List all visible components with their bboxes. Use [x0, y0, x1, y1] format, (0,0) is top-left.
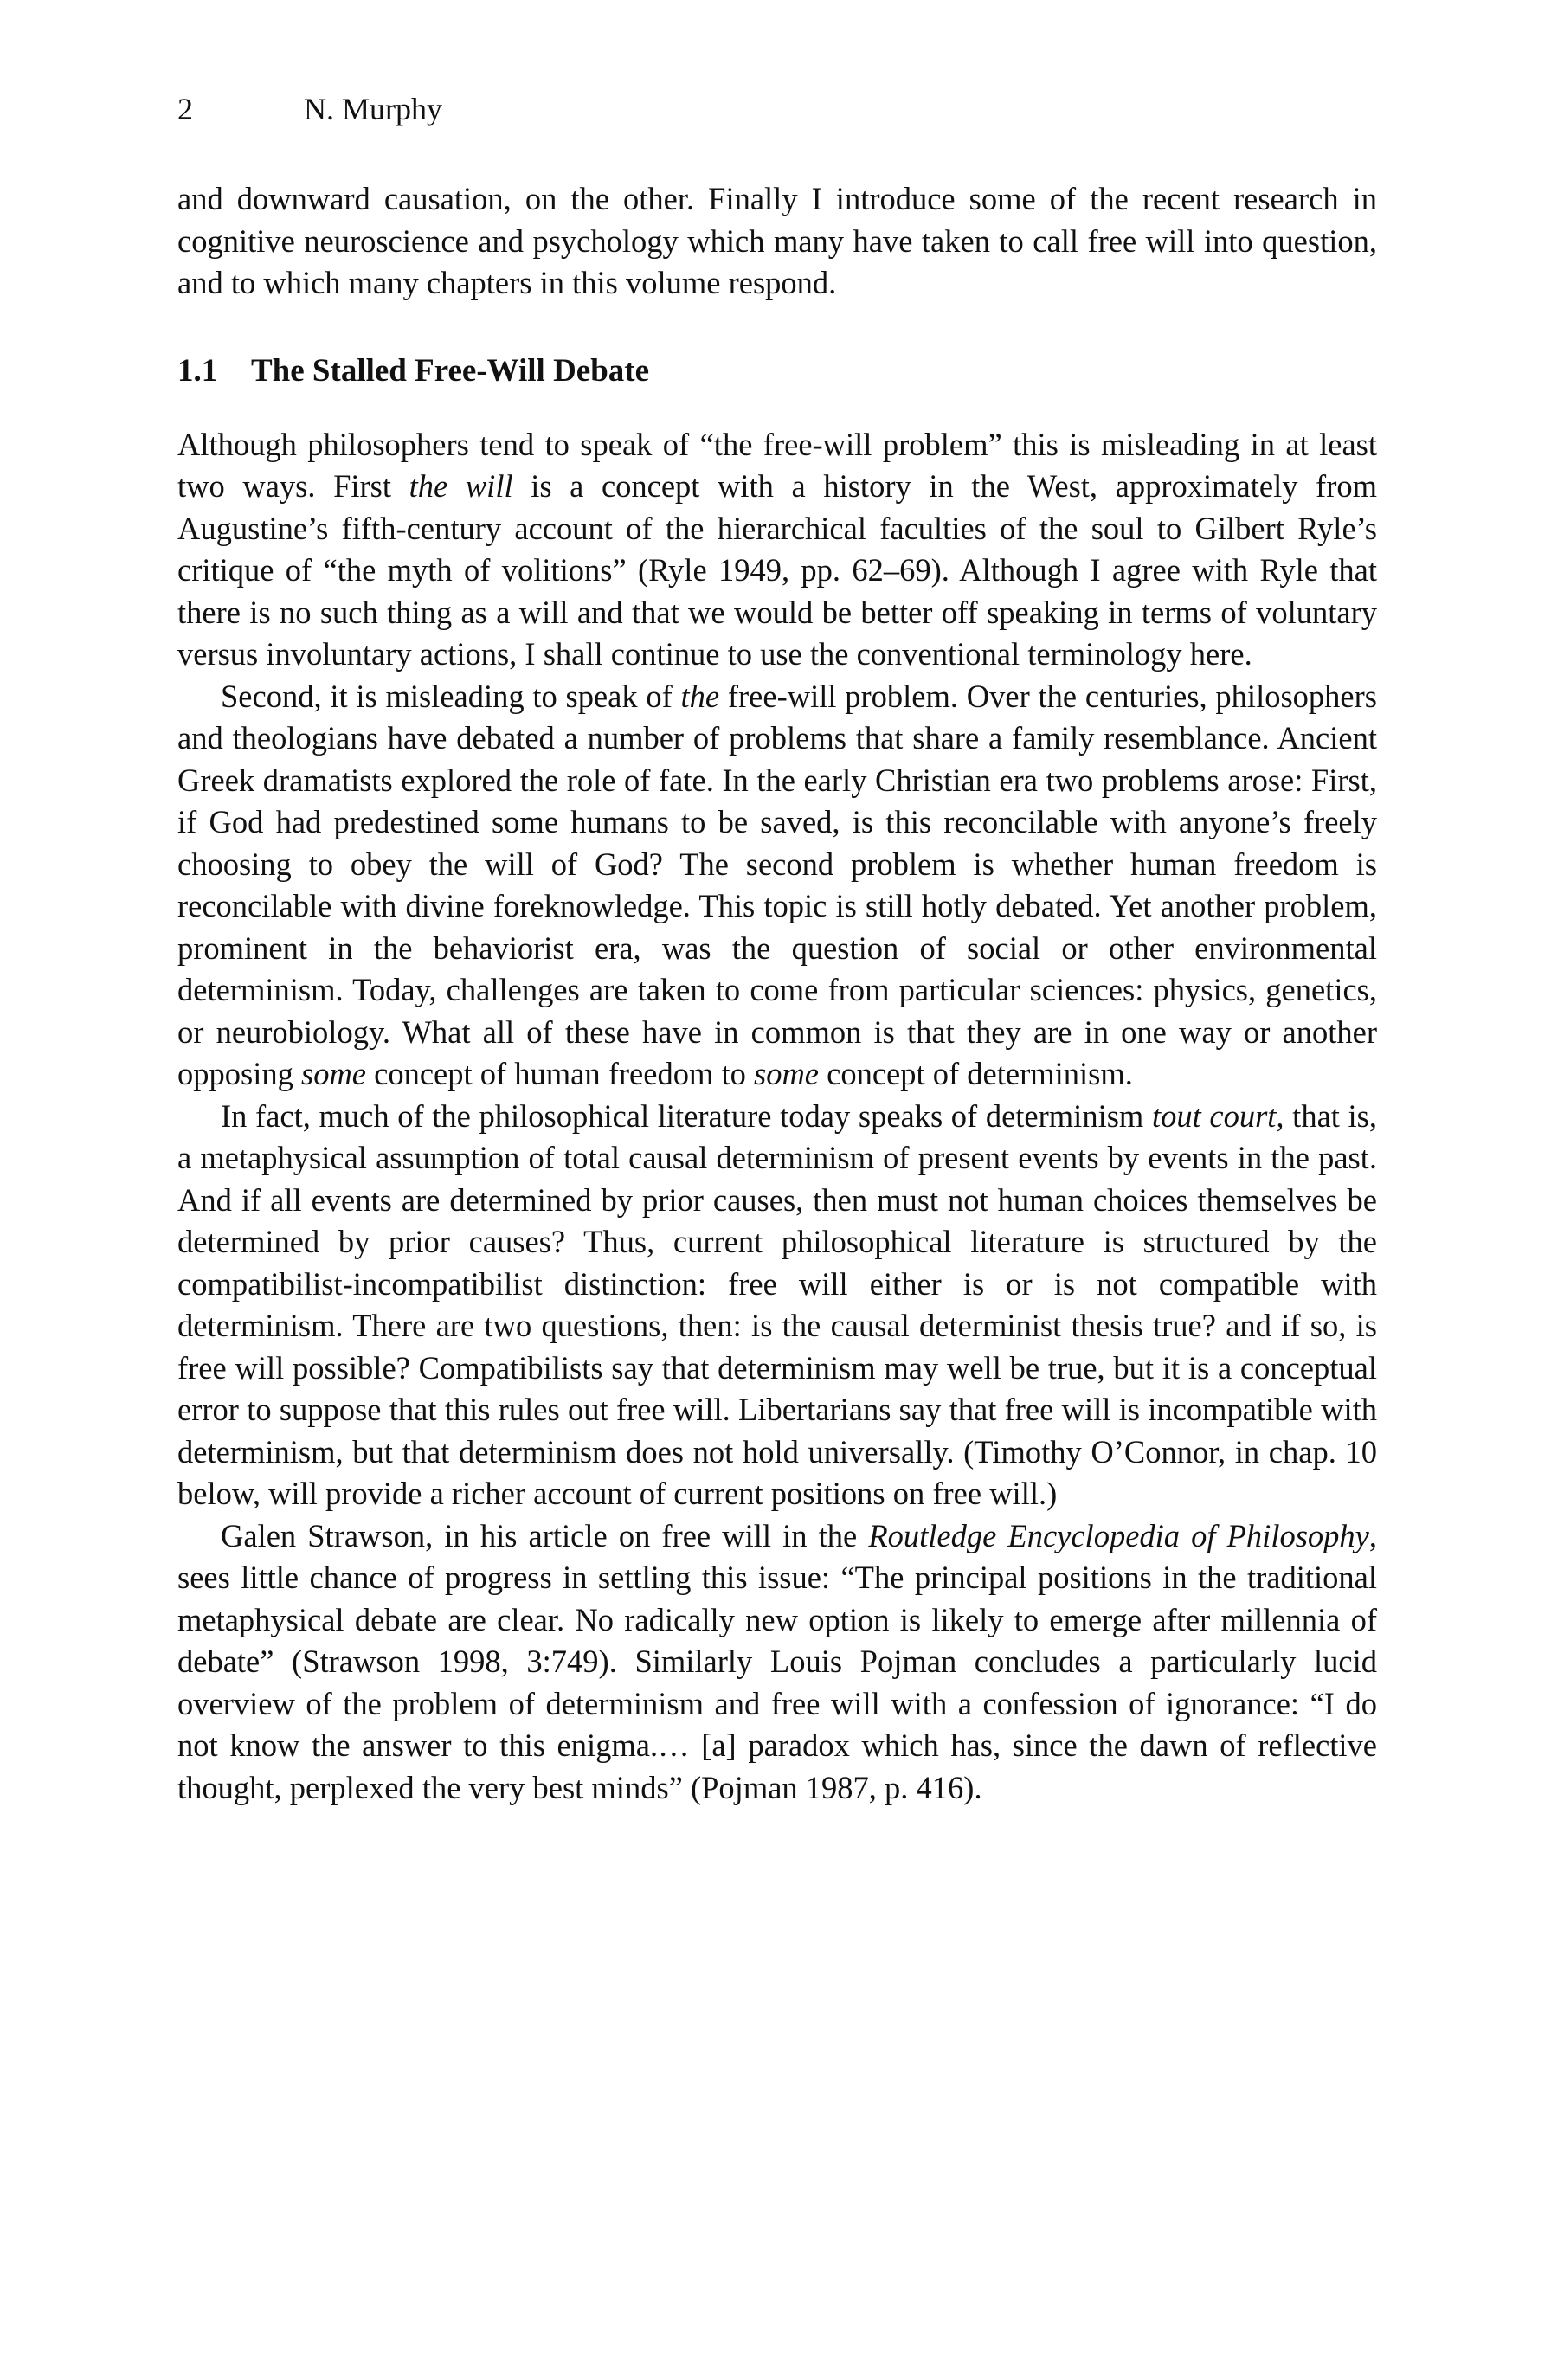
paragraph-determinism	[177, 1096, 1377, 1515]
paragraph-misleading	[177, 676, 1377, 1096]
italic-term: tout court,	[1151, 1097, 1284, 1134]
paragraph-strawson	[177, 1515, 1377, 1810]
italic-term: the	[680, 678, 720, 714]
body-text	[177, 178, 1377, 1809]
section-title: The Stalled Free-Will Debate	[251, 352, 650, 389]
italic-book-title: Routledge Encyclopedia of Philosophy	[868, 1517, 1369, 1553]
paragraph-text: Although philosophers tend to speak of “the free-will problem” this is misleading in at least two ways. First	[177, 426, 1377, 504]
italic-term: some	[753, 1056, 819, 1091]
paragraph-text: Second, it is misleading to speak of	[221, 678, 681, 714]
paragraph-free-will-problem	[177, 424, 1377, 676]
section-number: 1.1	[177, 352, 218, 389]
running-header	[177, 90, 442, 128]
paragraph-text: free-will problem. Over the centuries, philosophers and theologians have debated a number of problems that share a family resemblance. Ancient Greek dramatists explored the role of fate. In the early Christian era two problems arose: First, if God had predestined some humans to be saved, is this reconcilable with anyone’s freely choosing to obey the will of God? The second problem is whether human freedom is reconcilable with divine foreknowledge. This topic is still hotly debated. Yet another problem, prominent in the behaviorist era, was the question of social or other environmental determinism. Today, challenges are taken to come from particular sciences: physics, genetics, or neurobiology. What all of these have in common is that they are in one way or another opposing	[177, 678, 1377, 1091]
paragraph-text: is a concept with a history in the West, approximately from Augustine’s fifth-century account of the hierarchical faculties of the soul to Gilbert Ryle’s critique of “the myth of volitions” (Ryle 1949, pp. 62–69). Although I agree with Ryle that there is no such thing as a will and that we would be better off speaking in terms of voluntary versus involuntary actions, I shall continue to use the conventional terminology here.	[177, 468, 1378, 672]
section-heading	[177, 351, 1377, 392]
page-number: 2	[177, 92, 193, 126]
paragraph-text: In fact, much of the philosophical literature today speaks of determinism	[221, 1097, 1152, 1134]
intro-paragraph: and downward causation, on the other. Finally I introduce some of the recent research in cognitive neuroscience and psychology which many have taken to call free will into question, and to which many chapters in this volume respond.	[177, 181, 1377, 300]
italic-term: some	[300, 1056, 366, 1091]
italic-term: the will	[409, 468, 513, 504]
paragraph-text: concept of human freedom to	[366, 1056, 754, 1091]
paragraph-text: that is, a metaphysical assumption of total causal determinism of present events by events in the past. And if all events are determined by prior causes, then must not human choices themselves be determined by prior causes? Thus, current philosophical literature is structured by the compatibilist-incompatibilist distinction: free will either is or is not compatible with determinism. There are two questions, then: is the causal determinist thesis true? and if so, is free will possible? Compatibilists say that determinism may well be true, but it is a conceptual error to suppose that this rules out free will. Libertarians say that free will is incompatible with determinism, but that determinism does not hold universally. (Timothy O’Connor, in chap. 10 below, will provide a richer account of current positions on free will.)	[177, 1097, 1378, 1511]
paragraph-text: concept of determinism.	[819, 1056, 1133, 1091]
author-name: N. Murphy	[304, 92, 442, 126]
paragraph-text: , sees little chance of progress in settling this issue: “The principal positions in the traditional metaphysical debate are clear. No radically new option is likely to emerge after millennia of debate” (Strawson 1998, 3:749). Similarly Louis Pojman concludes a particularly lucid overview of the problem of determinism and free will with a confession of ignorance: “I do not know the answer to this enigma.… [a] paradox which has, since the dawn of reflective thought, perplexed the very best minds” (Pojman 1987, p. 416).	[177, 1517, 1377, 1805]
paragraph-text: Galen Strawson, in his article on free will in the	[221, 1517, 869, 1553]
